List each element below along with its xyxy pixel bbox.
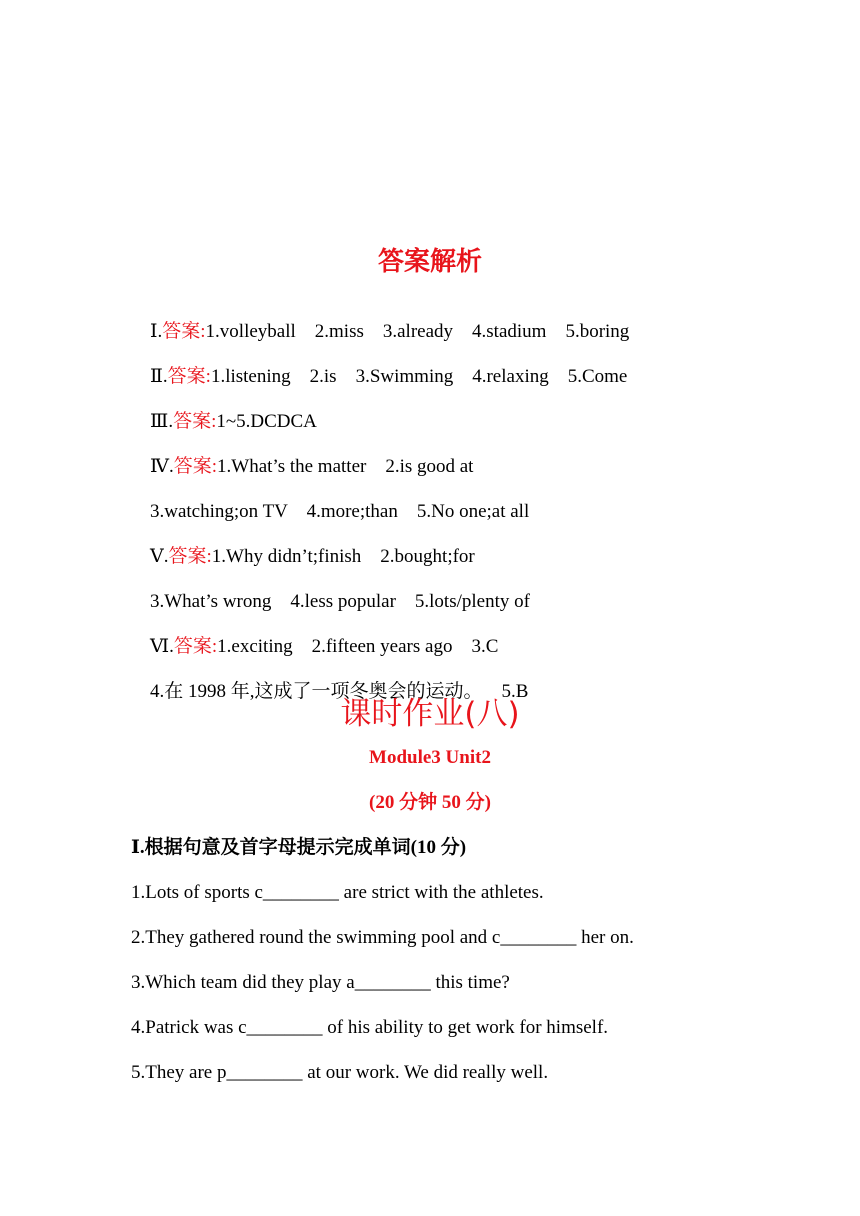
homework-title: 课时作业(八) bbox=[340, 696, 520, 732]
answer-text: 3.What’s wrong 4.less popular 5.lots/plenty of bbox=[150, 591, 530, 612]
answer-number: Ⅰ. bbox=[150, 321, 163, 342]
answer-text: 1~5.DCDCA bbox=[216, 411, 317, 432]
module-unit-line: Module3 Unit2 bbox=[369, 747, 491, 768]
answer-text: 4.在 1998 年,这成了一项冬奥会的运动。 5.B bbox=[150, 681, 529, 702]
answer-number: Ⅱ. bbox=[150, 366, 168, 387]
question-1: 1.Lots of sports c________ are strict with the athletes. bbox=[131, 882, 544, 903]
answer-tag: 答案: bbox=[173, 636, 218, 657]
answer-tag: 答案: bbox=[173, 456, 218, 477]
answer-tag: 答案: bbox=[168, 546, 212, 567]
answer-text: 1.exciting 2.fifteen years ago 3.C bbox=[217, 636, 499, 657]
question-2: 2.They gathered round the swimming pool and c________ her on. bbox=[131, 927, 634, 948]
answer-number: Ⅴ. bbox=[150, 546, 169, 567]
answer-number: Ⅳ. bbox=[150, 456, 174, 477]
answer-tag: 答案: bbox=[162, 321, 206, 342]
answer-title: 答案解析 bbox=[377, 247, 482, 277]
answer-tag: 答案: bbox=[173, 411, 217, 432]
answer-text: 1.volleyball 2.miss 3.already 4.stadium 5.boring bbox=[205, 321, 630, 342]
answer-text: 3.watching;on TV 4.more;than 5.No one;at all bbox=[150, 501, 530, 522]
question-5: 5.They are p________ at our work. We did really well. bbox=[131, 1062, 549, 1083]
question-3: 3.Which team did they play a________ this time? bbox=[131, 972, 510, 993]
answer-number: Ⅲ. bbox=[150, 411, 174, 432]
question-4: 4.Patrick was c________ of his ability to get work for himself. bbox=[131, 1017, 609, 1038]
answer-text: 1.What’s the matter 2.is good at bbox=[217, 456, 474, 477]
answer-text: 1.listening 2.is 3.Swimming 4.relaxing 5.Come bbox=[210, 366, 628, 387]
answer-text: 1.Why didn’t;finish 2.bought;for bbox=[211, 546, 475, 567]
answer-tag: 答案: bbox=[167, 366, 211, 387]
section-heading: Ⅰ.根据句意及首字母提示完成单词(10 分) bbox=[131, 837, 467, 858]
time-score-line: (20 分钟 50 分) bbox=[369, 792, 491, 813]
answer-number: Ⅵ. bbox=[150, 636, 174, 657]
